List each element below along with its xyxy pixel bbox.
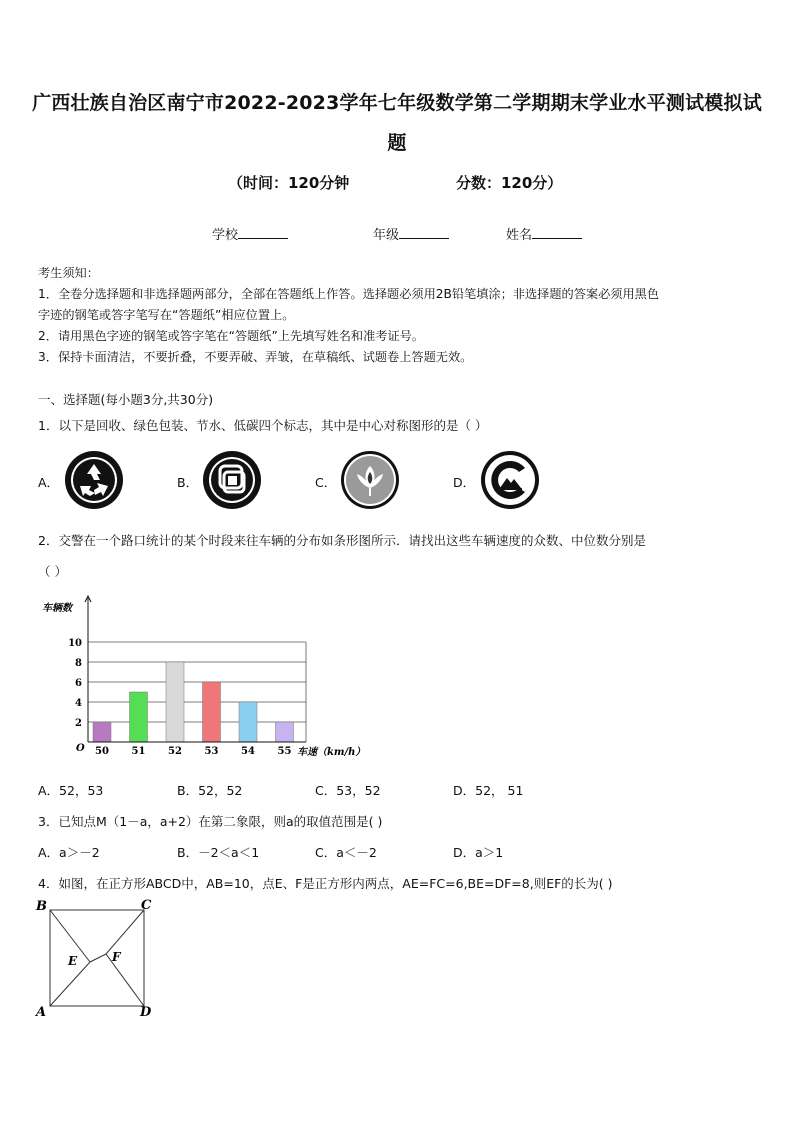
water-saving-logo-icon: [340, 450, 400, 510]
grade-blank[interactable]: [399, 226, 449, 239]
question-2-paren: （ ）: [38, 564, 67, 579]
question-2-stem: 2．交警在一个路口统计的某个时段来往车辆的分布如条形图所示．请找出这些车辆速度的众数、中位数分别是: [38, 533, 646, 548]
grade-label: 年级: [373, 228, 400, 243]
question-1-stem: 1．以下是回收、绿色包装、节水、低碳四个标志，其中是中心对称图形的是（ ）: [38, 418, 488, 433]
q3-option-a: A．a＞－2: [38, 845, 100, 860]
bar-55: [276, 722, 294, 742]
notice-heading: 考生须知：: [38, 266, 99, 280]
exam-score: 分数：120分）: [456, 174, 563, 192]
q3-option-b: B．－2＜a＜1: [177, 845, 260, 860]
x-tick-label: 51: [131, 746, 146, 757]
y-tick-label: 4: [75, 698, 82, 709]
notice-item: 3．保持卡面清洁，不要折叠，不要弄破、弄皱，在草稿纸、试题卷上答题无效。: [38, 350, 473, 364]
question-3-stem: 3．已知点M（1－a，a+2）在第二象限，则a的取值范围是( ): [38, 814, 383, 829]
square-abcd-figure: [32, 896, 162, 1022]
q2-option-d: D．52， 51: [453, 783, 524, 798]
q2-option-c: C．53，52: [315, 783, 381, 798]
name-blank[interactable]: [532, 226, 582, 239]
point-d-label: D: [140, 1005, 152, 1020]
x-tick-label: 53: [204, 746, 219, 757]
bar-50: [93, 722, 111, 742]
school-label: 学校: [212, 228, 239, 243]
notice-item: 1．全卷分选择题和非选择题两部分，全部在答题纸上作答。选择题必须用2B铅笔填涂；非选择题的答案必须用黑色: [38, 287, 660, 301]
q2-option-b: B．52，52: [177, 783, 243, 798]
name-label: 姓名: [506, 228, 533, 243]
y-axis-label: 车辆数: [42, 603, 72, 614]
notice-item: 2．请用黑色字迹的钢笔或答字笔在“答题纸”上先填写姓名和准考证号。: [38, 329, 425, 343]
question-4-stem: 4．如图，在正方形ABCD中，AB=10，点E、F是正方形内两点，AE=FC=6,BE=DF=8,则EF的长为( ): [38, 876, 613, 891]
notice-block: [38, 263, 760, 368]
x-tick-label: 52: [168, 746, 182, 757]
q1-option-d-label: D．: [453, 475, 476, 490]
exam-time: （时间：120分钟: [228, 174, 350, 192]
y-tick-label: 10: [68, 638, 82, 649]
low-carbon-logo-icon: [480, 450, 540, 510]
point-f-label: F: [112, 950, 121, 964]
bar-54: [239, 702, 257, 742]
school-blank[interactable]: [238, 226, 288, 239]
bar-51: [130, 692, 148, 742]
green-package-logo-icon: [202, 450, 262, 510]
segment-ae: [50, 962, 90, 1006]
q1-option-c-label: C．: [315, 475, 337, 490]
q1-option-a-label: A．: [38, 475, 60, 490]
recycle-logo-icon: [64, 450, 124, 510]
x-tick-label: 54: [241, 746, 255, 757]
bar-53: [203, 682, 221, 742]
school-field[interactable]: [212, 224, 288, 243]
page-title: 广西壮族自治区南宁市2022-2023学年七年级数学第二学期期末学业水平测试模拟试: [32, 92, 762, 114]
q2-option-a: A．52，53: [38, 783, 104, 798]
page-title-continued: 题: [387, 132, 407, 154]
speed-bar-chart: [38, 592, 368, 764]
point-a-label: A: [36, 1005, 47, 1020]
y-tick-label: 8: [75, 658, 82, 669]
origin-label: O: [76, 743, 85, 754]
notice-item: 字迹的钢笔或答字笔写在“答题纸”相应位置上。: [38, 308, 295, 322]
point-c-label: C: [141, 898, 152, 913]
y-tick-label: 6: [75, 678, 82, 689]
segment-ef: [90, 954, 106, 962]
point-b-label: B: [36, 899, 47, 914]
q3-option-d: D．a＞1: [453, 845, 504, 860]
name-field[interactable]: [506, 224, 582, 243]
bar-52: [166, 662, 184, 742]
q1-option-b-label: B．: [177, 475, 199, 490]
grade-field[interactable]: [373, 224, 449, 243]
x-axis-label: 车速（km/h）: [297, 747, 366, 758]
point-e-label: E: [68, 954, 78, 968]
x-tick-label: 55: [277, 746, 292, 757]
segment-cf: [106, 910, 144, 954]
x-tick-label: 50: [95, 746, 109, 757]
section-heading: 一、选择题(每小题3分,共30分): [38, 392, 214, 407]
q3-option-c: C．a＜－2: [315, 845, 377, 860]
y-tick-label: 2: [75, 718, 82, 729]
